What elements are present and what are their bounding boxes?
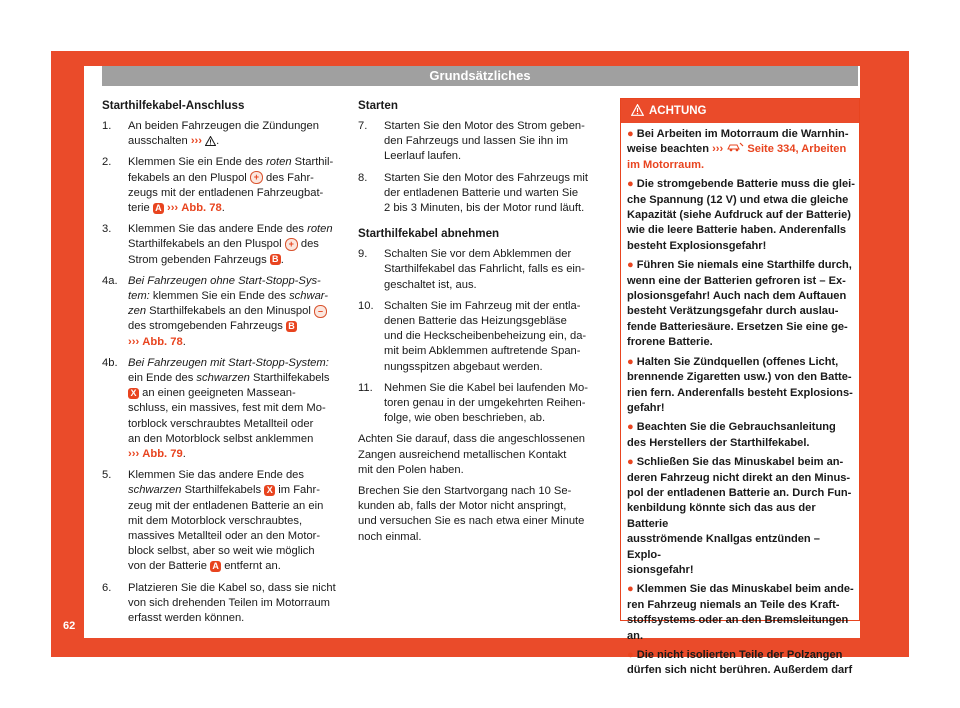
minus-pole-badge: – <box>314 305 327 318</box>
heading-anschluss: Starthilfekabel-Anschluss <box>102 99 245 112</box>
car-tool-icon <box>726 142 744 152</box>
badge-b: B <box>286 321 297 332</box>
middle-column <box>358 98 602 551</box>
step-10: 10. Schalten Sie im Fahrzeug mit der entla- denen Batterie das Heizungsgebläse und die Heckscheibenbeheizung ein, da- mit beim Abklemmen auftretende Span- nungsspitzen abgebaut werden. <box>358 299 587 373</box>
warning-item: ● Klemmen Sie das Minuskabel beim ande- ren Fahrzeug niemals an Teile des Kraft- stoffsystems oder an den Bremsleitungen an. <box>627 583 854 642</box>
ref-arrows[interactable]: ››› <box>190 135 203 148</box>
warning-item: ● Halten Sie Zündquellen (offenes Licht, brennende Zigaretten usw.) von den Batte- rien fern. Anderenfalls besteht Explosions- gefahr! <box>627 355 853 414</box>
warning-item: ● Schließen Sie das Minuskabel beim an- deren Fahrzeug nicht direkt an den Minus- pol der entladenen Batterie an. Durch Fun- kenbildung könnte sich das aus der Batterie ausströmende Knallgas entzünden – Explo- sionsgefahr! <box>627 456 852 576</box>
ref-abb-78[interactable]: Abb. 78 <box>142 335 183 348</box>
badge-a: A <box>210 561 221 572</box>
warning-triangle-icon <box>205 136 216 146</box>
paragraph-contact: Achten Sie darauf, dass die angeschlossenen Zangen ausreichend metallischen Kontakt mit den Polen haben. <box>358 433 586 476</box>
warning-title: ACHTUNG <box>649 105 707 117</box>
left-column <box>102 98 342 632</box>
plus-pole-badge: + <box>285 238 298 251</box>
badge-b: B <box>270 254 281 265</box>
step-3: 3. Klemmen Sie das andere Ende des roten Starthilfekabels an den Pluspol + des Strom gebenden Fahrzeugs B . <box>102 223 333 266</box>
badge-x: X <box>128 388 139 399</box>
warning-triangle-icon <box>631 104 644 116</box>
step-5: 5. Klemmen Sie das andere Ende des schwarzen Starthilfekabels X im Fahr- zeug mit der entladenen Batterie an ein mit dem Motorblock verschraubtes, massives Metallteil oder an den Motor- block selbst, aber so weit wie möglich von der Batterie A entfernt an. <box>102 469 324 573</box>
warning-body <box>627 127 855 683</box>
step-7: 7. Starten Sie den Motor des Strom geben- den Fahrzeugs und lassen Sie ihn im Leerlauf laufen. <box>358 120 585 163</box>
plus-pole-badge: + <box>250 171 263 184</box>
ref-abb-78[interactable]: Abb. 78 <box>181 202 222 215</box>
step-9: 9. Schalten Sie vor dem Abklemmen der Starthilfekabel das Fahrlicht, falls es ein- geschaltet ist, aus. <box>358 248 585 291</box>
step-8: 8. Starten Sie den Motor des Fahrzeugs mit der entladenen Batterie und warten Sie 2 bis 3 Minuten, bis der Motor rund läuft. <box>358 171 588 215</box>
warning-item: ● Die nicht isolierten Teile der Polzangen dürfen sich nicht berühren. Außerdem darf <box>627 649 853 677</box>
warning-item: ● Die stromgebende Batterie muss die glei- che Spannung (12 V) und etwa die gleiche Kapazität (siehe Aufdruck auf der Batterie) wie die leere Batterie haben. Anderenfalls besteht Explosionsgefahr! <box>627 178 855 252</box>
step-6: 6. Platzieren Sie die Kabel so, dass sie nicht von sich drehenden Teilen im Motorraum erfasst werden können. <box>102 581 336 625</box>
ref-page-334[interactable]: Seite 334, Arbeiten <box>744 143 847 156</box>
paragraph-abort: Brechen Sie den Startvorgang nach 10 Se- kunden ab, falls der Motor nicht anspringt, und versuchen Sie es nach etwa einer Minute noch einmal. <box>358 485 585 543</box>
badge-x: X <box>264 485 275 496</box>
heading-abnehmen: Starthilfekabel abnehmen <box>358 227 500 241</box>
step-2: 2. Klemmen Sie ein Ende des roten Starthil- fekabels an den Pluspol + des Fahr- zeugs mit der entladenen Fahrzeugbat- terie A ››› Abb. 78. <box>102 156 334 215</box>
warning-item: ● Führen Sie niemals eine Starthilfe durch, wenn eine der Batterien gefroren ist – Ex- plosionsgefahr! Auch nach dem Auftauen besteht Verätzungsgefahr durch auslau- fende Batteriesäure. Ersetzen Sie eine ge- frorene Batterie. <box>627 259 852 349</box>
step-4a: 4a. Bei Fahrzeugen ohne Start-Stopp-Sys- tem: klemmen Sie ein Ende des schwar- zen Starthilfekabels an den Minuspol – des stromgebenden Fahrzeugs B ››› Abb. 78. <box>102 274 329 348</box>
warning-box <box>620 98 860 677</box>
section-header: Grundsätzliches <box>102 66 858 86</box>
step-1: 1. An beiden Fahrzeugen die Zündungen ausschalten ››› . <box>102 120 319 148</box>
warning-item: ● Beachten Sie die Gebrauchsanleitung des Herstellers der Starthilfekabel. <box>627 421 836 449</box>
page-number: 62 <box>63 620 76 632</box>
heading-starten: Starten <box>358 99 398 112</box>
badge-a: A <box>153 203 164 214</box>
ref-abb-79[interactable]: Abb. 79 <box>142 448 183 461</box>
step-11: 11. Nehmen Sie die Kabel bei laufenden Mo- toren genau in der umgekehrten Reihen- folge, wie oben beschrieben, ab. <box>358 381 588 425</box>
warning-header <box>621 99 859 123</box>
warning-item: ● Bei Arbeiten im Motorraum die Warnhin- weise beachten ››› Seite 334, Arbeiten im Motorraum. <box>627 128 849 171</box>
step-4b: 4b. Bei Fahrzeugen mit Start-Stopp-System: ein Ende des schwarzen Starthilfekabels X an einen geeigneten Massean- schluss, ein massives, fest mit dem Mo- torblock verschraubtes Metallteil oder an den Motorblock selbst anklemmen ››› Abb. 79. <box>102 356 330 461</box>
